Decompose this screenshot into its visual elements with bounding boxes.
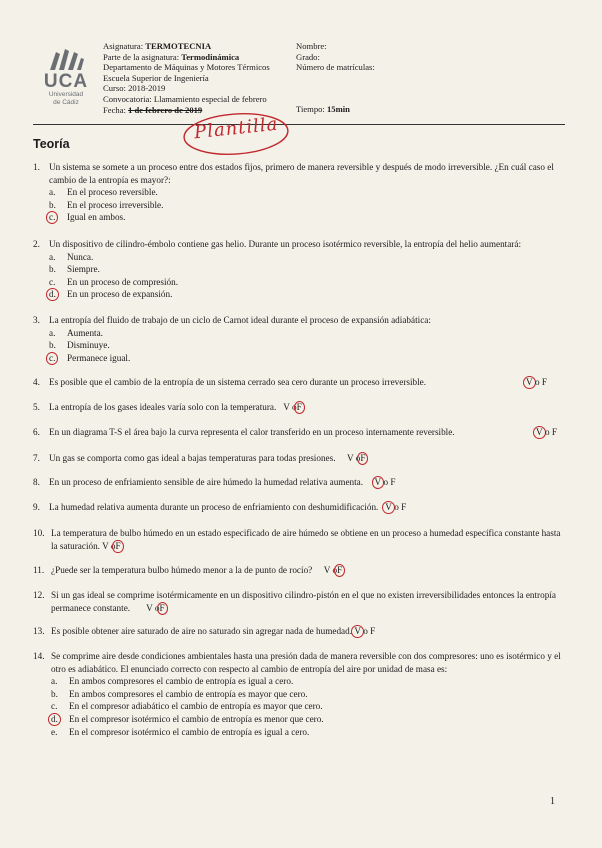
question-12: 12. Si un gas ideal se comprime isotérmicamente en un dispositivo cilindro-pistón en el que no existen irreversibilidades entonces la entropía permanece constante. V oF (33, 590, 556, 613)
school: Escuela Superior de Ingeniería (103, 72, 209, 83)
option[interactable]: b. En el proceso irreversible. (49, 199, 164, 210)
option[interactable]: a. En ambos compresores el cambio de entropía es igual a cero. (51, 676, 294, 687)
true-false-answer[interactable]: V oF (324, 565, 342, 575)
name-field-label: Nombre: (296, 41, 327, 51)
option-selected[interactable]: d. En un proceso de expansión. (49, 288, 565, 301)
true-false-answer[interactable]: V o F (526, 376, 547, 389)
option[interactable]: c. En el compresor adiabático el cambio de entropía es mayor que cero. (51, 701, 323, 712)
exam-header-info: Asignatura: TERMOTECNIA Parte de la asignatura: Termodinámica Departamento de Máquinas y Motores Térmicos Escuela Superior de Ingeniería Curso: 2018-2019 Convocatoria: Llamamiento especial de febrero Fecha: 1 de febrero de 2019 (103, 41, 270, 115)
question-7: 7. Un gas se comporta como gas ideal a bajas temperaturas para todas presiones. V oF (33, 452, 565, 465)
option[interactable]: b. En ambos compresores el cambio de entropía es mayor que cero. (51, 688, 308, 699)
true-false-answer[interactable]: V oF (102, 541, 120, 551)
question-6: 6. En un diagrama T-S el área bajo la curva representa el calor transferido en un proceso internamente reversible. V o F (33, 427, 557, 437)
option[interactable]: b. Disminuye. (49, 340, 110, 351)
question-13: 13. Es posible obtener aire saturado de aire no saturado sin agregar nada de humedad. V o F (33, 626, 376, 636)
degree-field-label: Grado: (296, 51, 320, 62)
question-11: 11. ¿Puede ser la temperatura bulbo húmedo menor a la de punto de rocío? V oF (33, 564, 565, 577)
enrollment-field-label: Número de matrículas: (296, 62, 375, 73)
option[interactable]: a. En el proceso reversible. (49, 187, 158, 198)
plantilla-annotation (180, 110, 292, 158)
plantilla-label: Plantilla (193, 113, 280, 144)
department: Departamento de Máquinas y Motores Térmicos (103, 62, 270, 73)
option-selected[interactable]: c. Permanece igual. (49, 352, 565, 365)
uca-emblem-icon (46, 46, 86, 72)
course-year: Curso: 2018-2019 (103, 83, 166, 94)
option-selected[interactable]: d. En el compresor isotérmico el cambio de entropía es menor que cero. (51, 713, 565, 726)
subject-part: Termodinámica (181, 51, 240, 62)
university-logo (40, 46, 92, 107)
question-5: 5. La entropía de los gases ideales varía solo con la temperatura. V oF (33, 401, 565, 414)
option-selected[interactable]: c. Igual en ambos. (49, 211, 565, 224)
true-false-answer[interactable]: V oF (146, 603, 164, 613)
true-false-answer[interactable]: V o F (375, 477, 396, 487)
logo-line2: de Cádiz (53, 99, 79, 106)
question-9: 9. La humedad relativa aumenta durante un proceso de enfriamiento con deshumidificación. V o F (33, 502, 407, 512)
question-8: 8. En un proceso de enfriamiento sensible de aire húmedo la humedad relativa aumenta. V o F (33, 477, 396, 487)
page-number: 1 (550, 796, 555, 807)
true-false-answer[interactable]: V oF (347, 453, 365, 463)
true-false-answer[interactable]: V o F (354, 626, 375, 636)
question-14: 14. Se comprime aire desde condiciones ambientales hasta una presión dada de manera reversible con dos compresores: uno es isotérmico y el otro es adiabático. El enunciado correcto con respecto al cambio de entropía del aire por unidad de masa es: a. En ambos compresores el cambio de entropía es igual a cero. b. En ambos compresores el cambio de entropía es mayor que cero. c. En el compresor adiabático el cambio de entropía es mayor que cero. d. En el compresor isotérmico el cambio de entropía es menor que cero. e. En el compresor isotérmico el cambio de entropía es igual a cero. (33, 650, 565, 738)
question-2: 2. Un dispositivo de cilindro-émbolo contiene gas helio. Durante un proceso isotérmico reversible, la entropía del helio aumentará: a. Nunca. b. Siempre. c. En un proceso de compresión. d. En un proceso de expansión. (33, 238, 565, 301)
option[interactable]: c. En un proceso de compresión. (49, 276, 178, 287)
exam-call: Convocatoria: Llamamiento especial de febrero (103, 93, 267, 104)
subject-name: TERMOTECNIA (145, 41, 212, 51)
option[interactable]: a. Aumenta. (49, 327, 103, 338)
exam-date: 1 de febrero de 2019 (128, 104, 203, 115)
question-10: 10. La temperatura de bulbo húmedo en un estado especificado de aire húmedo se obtiene en un proceso a humedad específica constante hasta la saturación. V oF (33, 528, 561, 551)
true-false-answer[interactable]: V o F (385, 502, 406, 512)
option[interactable]: e. En el compresor isotérmico el cambio de entropía es igual a cero. (51, 726, 310, 737)
logo-line1: Universidad (48, 91, 84, 98)
question-3: 3. La entropía del fluido de trabajo de un ciclo de Carnot ideal durante el proceso de expansión adiabática: a. Aumenta. b. Disminuye. c. Permanece igual. (33, 314, 565, 364)
header-divider (33, 124, 565, 125)
option[interactable]: b. Siempre. (49, 264, 100, 275)
question-1: 1. Un sistema se somete a un proceso entre dos estados fijos, primero de manera reversible y después de modo irreversible. ¿En cuál caso el cambio de la entropía es mayor?: a. En el proceso reversible. b. En el proceso irreversible. c. Igual en ambos. (33, 161, 565, 224)
true-false-answer[interactable]: V o F (536, 426, 557, 439)
option[interactable]: a. Nunca. (49, 251, 94, 262)
section-title: Teoría (33, 137, 70, 151)
exam-time: Tiempo: 15min (296, 104, 350, 114)
student-fields (296, 41, 375, 73)
logo-brand: UCA (43, 71, 89, 92)
question-4: 4. Es posible que el cambio de la entropía de un sistema cerrado sea cero durante un proceso irreversible. V o F (33, 377, 547, 387)
true-false-answer[interactable]: V oF (283, 402, 301, 412)
